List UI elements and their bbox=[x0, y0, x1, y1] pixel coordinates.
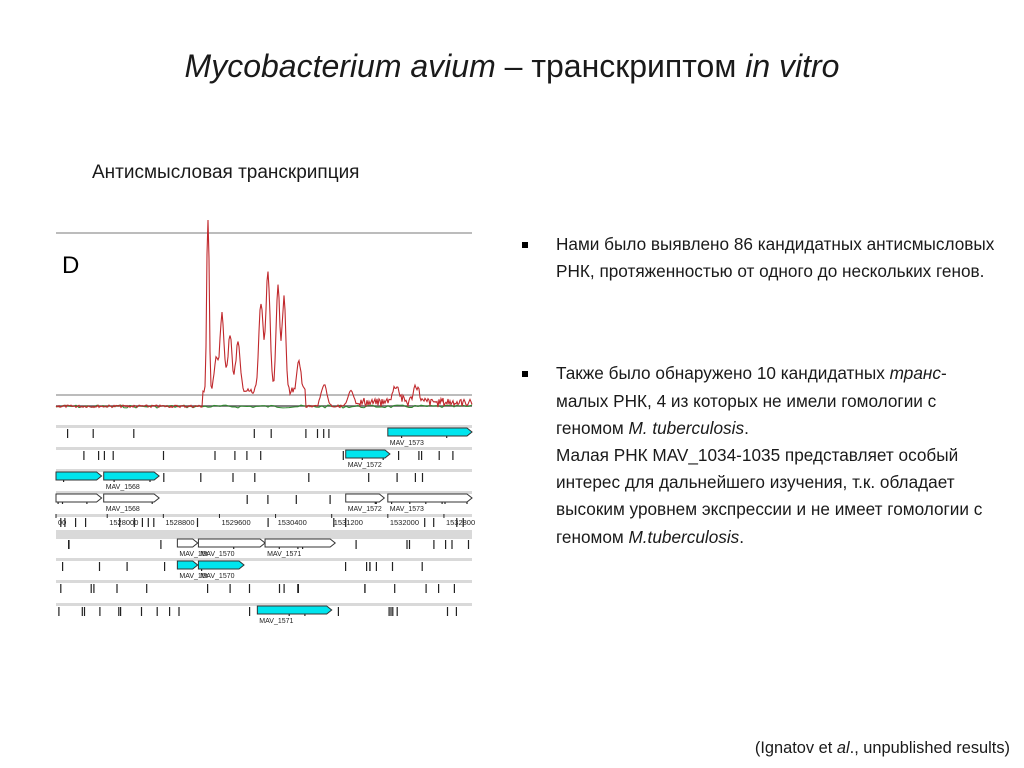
antisense-signal-trace-red bbox=[56, 220, 472, 408]
bullet-text: -малых РНК, 4 из которых не имели гомологии с геномом bbox=[556, 363, 947, 438]
citation-text: ., unpublished results) bbox=[849, 739, 1010, 757]
title-main: транскриптом bbox=[531, 48, 746, 84]
track-band bbox=[56, 514, 472, 517]
gene-box bbox=[257, 606, 331, 614]
track-band bbox=[56, 580, 472, 583]
gene-box bbox=[56, 494, 102, 502]
gene-box bbox=[346, 494, 385, 502]
bullet-text-italic: транс bbox=[889, 363, 941, 384]
ruler-band bbox=[56, 530, 472, 537]
gene-label: MAV_1570 bbox=[200, 573, 235, 580]
gene-label: MAV_1572 bbox=[347, 506, 382, 513]
ruler-tick-label: 1532000 bbox=[389, 518, 420, 527]
gene-label: MAV_1570 bbox=[200, 551, 235, 558]
ruler-tick-label: 1531200 bbox=[333, 518, 363, 527]
gene-box bbox=[198, 561, 244, 569]
title-dash: – bbox=[495, 48, 532, 84]
bullet-text: . bbox=[744, 417, 749, 438]
gene-box bbox=[388, 494, 472, 502]
bullet-text: Нами было выявлено 86 кандидатных антисмысловых РНК, протяженностью от одного до нескольких генов. bbox=[556, 234, 995, 282]
citation-text: (Ignatov et bbox=[754, 739, 837, 757]
gene-box bbox=[177, 561, 197, 569]
ruler-tick-label: 1529600 bbox=[221, 518, 251, 527]
track-band bbox=[56, 558, 472, 561]
gene-label: MAV_1573 bbox=[389, 440, 424, 447]
ruler-tick-label: 1528800 bbox=[165, 518, 195, 527]
gene-label: MAV_1572 bbox=[347, 462, 382, 469]
bullet-list bbox=[522, 231, 998, 551]
gene-box bbox=[104, 494, 159, 502]
bullet-text: Малая РНК MAV_1034-1035 представляет особый интерес для дальнейшего изучения, т.к. обладает высоким уровнем экспрессии и не имеет гомологии с геномом bbox=[556, 445, 983, 547]
gene-label: MAV_15t bbox=[179, 551, 208, 558]
ruler-tick-label: 1530400 bbox=[277, 518, 307, 527]
gene-box bbox=[346, 450, 390, 458]
citation-italic: al bbox=[836, 739, 850, 757]
bullet-square-icon bbox=[522, 242, 528, 248]
bullet-square-icon bbox=[522, 371, 528, 377]
gene-box bbox=[198, 539, 265, 547]
gene-label: MAV_1571 bbox=[267, 551, 302, 558]
transcriptome-figure bbox=[56, 218, 476, 625]
bullet-text: . bbox=[739, 526, 745, 547]
gene-box bbox=[265, 539, 335, 547]
ruler-tick-label: 1528000 bbox=[109, 518, 139, 527]
slide-title bbox=[0, 48, 1024, 85]
panel-letter: D bbox=[62, 252, 80, 279]
gene-label: MAV_1571 bbox=[259, 618, 294, 625]
gene-label: MAV_1568 bbox=[105, 484, 140, 491]
title-tail: in vitro bbox=[745, 48, 840, 84]
bullet-text: Также было обнаружено 10 кандидатных bbox=[556, 363, 890, 384]
track-band bbox=[56, 447, 472, 450]
gene-box bbox=[104, 472, 159, 480]
ruler-tick-label: 00 bbox=[58, 518, 67, 527]
gene-label: MAV_1573 bbox=[389, 506, 424, 513]
ruler-tick-label: 1532800 bbox=[445, 518, 476, 527]
gene-box bbox=[388, 428, 472, 436]
genome-browser-plot bbox=[56, 218, 476, 625]
bullet-item bbox=[522, 360, 998, 550]
gene-box bbox=[56, 472, 102, 480]
citation bbox=[755, 739, 1010, 758]
gene-label: MAV_1568 bbox=[105, 506, 140, 513]
section-subtitle: Антисмысловая транскрипция bbox=[92, 162, 360, 183]
gene-box bbox=[177, 539, 197, 547]
bullet-text-italic: M. tuberculosis bbox=[628, 417, 745, 438]
title-species: Mycobacterium avium bbox=[184, 48, 496, 84]
gene-label: MAV_15t bbox=[179, 573, 208, 580]
bullet-item bbox=[522, 231, 998, 285]
bullet-text-italic: M.tuberculosis bbox=[628, 526, 740, 547]
